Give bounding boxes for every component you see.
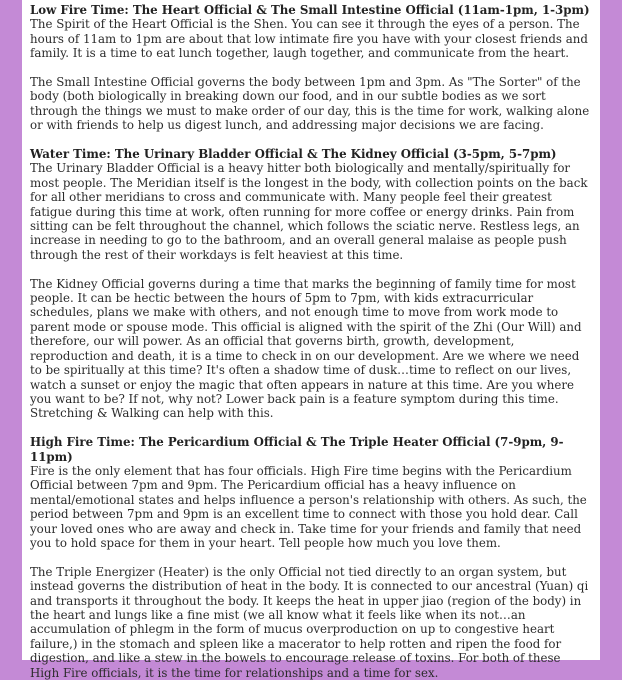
paragraph: The Small Intestine Official governs the body between 1pm and 3pm. As "The Sorter" of the body (both biologically in breaking down our food, and in our subtle bodies as we sort through the things we must to make order of our day, this is the time for work, walking alone or with friends to help us digest lunch, and addressing major decisions we are facing.: [30, 75, 590, 133]
section-water: [30, 147, 592, 421]
section-heading: Low Fire Time: The Heart Official & The Small Intestine Official (11am-1pm, 1-3pm): [30, 3, 590, 17]
section-heading: High Fire Time: The Pericardium Official & The Triple Heater Official (7-9pm, 9-11pm): [30, 435, 564, 464]
paragraph: The Kidney Official governs during a time that marks the beginning of family time for most people. It can be hectic between the hours of 5pm to 7pm, with kids extracurricular schedules, plans we make with others, and not enough time to move from work mode to parent mode or spouse mode. This official is aligned with the spirit of the Zhi (Our Will) and therefore, our will power. As an official that governs birth, growth, development, reproduction and death, it is a time to check in on our development. Are we where we need to be spiritually at this time? It's often a shadow time of dusk…time to reflect on our lives, watch a sunset or enjoy the magic that often appears in nature at this time. Are you where you want to be? If not, why not? Lower back pain is a feature symptom during this time. Stretching & Walking can help with this.: [30, 276, 582, 421]
paragraph: The Spirit of the Heart Official is the Shen. You can see it through the eyes of a person. The hours of 11am to 1pm are about that low intimate fire you have with your closest friends and family. It is a time to eat lunch together, laugh together, and communicate from the heart.: [30, 17, 588, 61]
paragraph: Fire is the only element that has four officials. High Fire time begins with the Pericardium Official between 7pm and 9pm. The Pericardium official has a heavy influence on mental/emotional states and helps influence a person's relationship with others. As such, the period between 7pm and 9pm is an excellent time to connect with those you hold dear. Call your loved ones who are away and check in. Take time for your friends and family that need you to hold space for them in your heart. Tell people how much you love them.: [30, 463, 587, 550]
section-high-fire: [30, 435, 592, 680]
paragraph: The Triple Energizer (Heater) is the only Official not tied directly to an organ system, but instead governs the distribution of heat in the body. It is connected to our ancestral (Yuan) qi and transports it throughout the body. It keeps the heat in upper jiao (region of the body) in the heart and lungs like a fine mist (we all know what it feels like when its not…an accumulation of phlegm in the form of mucus overproduction on up to congestive heart failure,) in the stomach and spleen like a macerator to help rotten and ripen the food for digestion, and like a stew in the bowels to encourage release of toxins. For both of these High Fire officials, it is the time for relationships and a time for sex.: [30, 564, 589, 680]
article-body: [22, 0, 600, 680]
paragraph: The Urinary Bladder Official is a heavy hitter both biologically and mentally/spiritually for most people. The Meridian itself is the longest in the body, with collection points on the back for all other meridians to cross and communicate with. Many people feel their greatest fatigue during this time at work, often running for more coffee or energy drinks. Pain from sitting can be felt throughout the channel, which follows the sciatic nerve. Restless legs, an increase in needing to go to the bathroom, and an overall general malaise as people push through the rest of their workdays is felt heaviest at this time.: [30, 161, 588, 262]
section-low-fire: [30, 3, 592, 133]
section-heading: Water Time: The Urinary Bladder Official & The Kidney Official (3-5pm, 5-7pm): [30, 147, 557, 162]
